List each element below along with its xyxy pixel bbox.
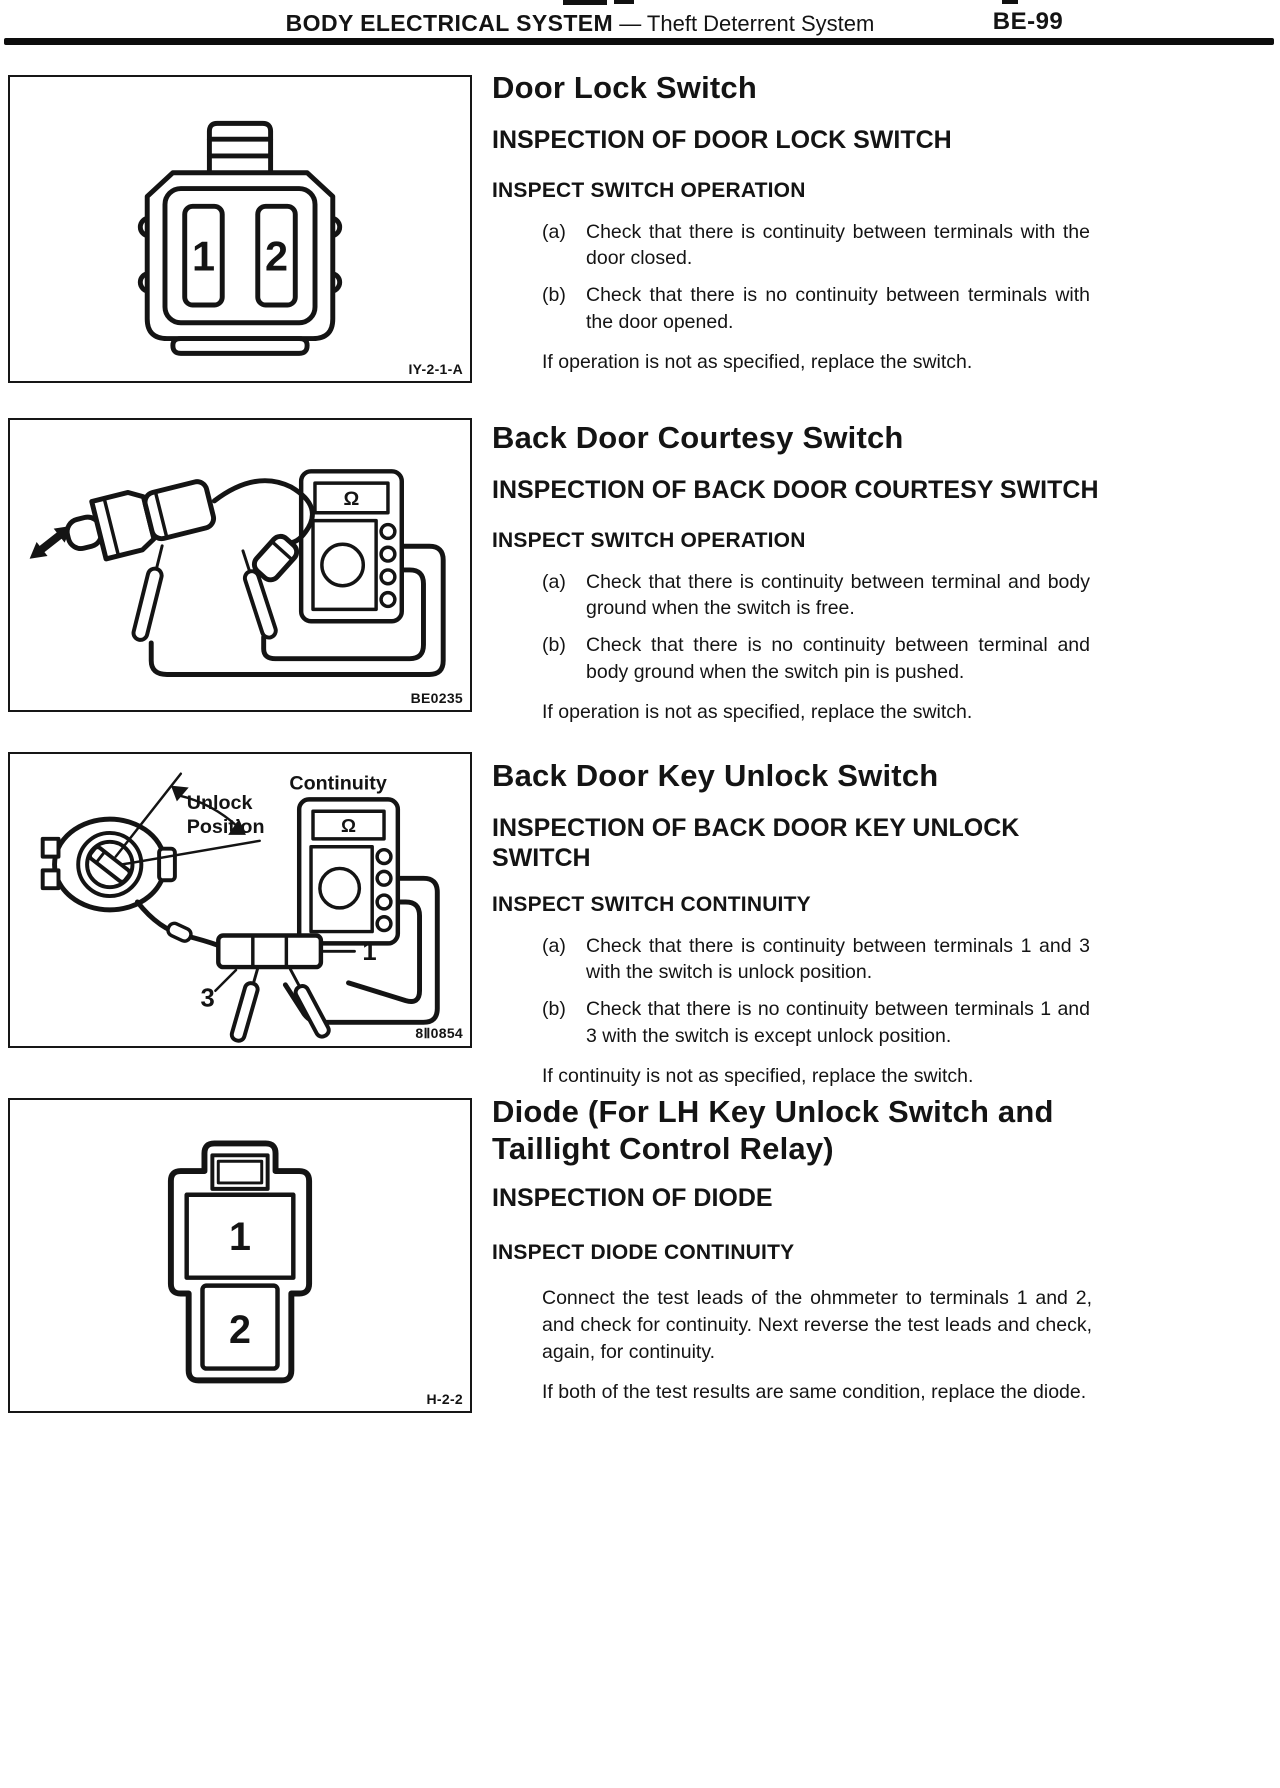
scan-artifact [563, 0, 607, 5]
section-note: If both of the test results are same condition, replace the diode. [542, 1380, 1087, 1403]
figure-door-lock-connector [8, 75, 472, 383]
figure-code: IY-2-1-A [408, 361, 463, 377]
figure-key-unlock-switch-test [8, 752, 472, 1048]
heading-line-2: Taillight Control Relay) [492, 1130, 834, 1166]
step-label: (b) [542, 998, 566, 1021]
step-text: Check that there is no continuity between terminal and body ground when the switch pin is pushed. [586, 634, 1090, 684]
terminal-1-label: 1 [191, 232, 216, 280]
door-lock-connector-drawing [10, 77, 470, 381]
scan-artifact [1002, 0, 1018, 4]
step-text: Check that there is no continuity between terminals with the door opened. [586, 284, 1090, 334]
section-door-lock-switch [492, 70, 1092, 376]
section-subheading [492, 813, 1092, 873]
step-a [492, 219, 1092, 273]
section-paragraph: Connect the test leads of the ohmmeter to terminals 1 and 2, and check for continuity. Next reverse the test leads and check, again, for continuity. [542, 1287, 1092, 1363]
figure-code: 8Ⅱ0854 [415, 1025, 463, 1041]
step-label: (b) [542, 634, 566, 657]
step-a [492, 933, 1092, 987]
cable-sleeve [166, 921, 193, 943]
section-heading: Back Door Key Unlock Switch [492, 758, 939, 793]
procedure-heading: INSPECT SWITCH OPERATION [492, 528, 806, 552]
procedure-heading: INSPECT SWITCH CONTINUITY [492, 892, 811, 916]
section-subheading: INSPECTION OF DOOR LOCK SWITCH [492, 125, 952, 154]
courtesy-switch [61, 474, 217, 567]
figure-diode-connector [8, 1098, 472, 1413]
step-b [492, 282, 1092, 336]
step-label: (a) [542, 934, 566, 957]
key-cylinder [43, 819, 175, 910]
step-text: Check that there is continuity between terminal and body ground when the switch is free. [586, 570, 1090, 620]
subheading-line-2: SWITCH [492, 843, 591, 872]
diode-connector-drawing [10, 1100, 470, 1411]
header-rule [4, 38, 1274, 45]
procedure-heading: INSPECT DIODE CONTINUITY [492, 1241, 795, 1265]
header-title-sub: — Theft Deterrent System [613, 11, 875, 36]
section-diode [492, 1094, 1092, 1406]
scan-artifact [614, 0, 634, 4]
ohm-icon: Ω [343, 487, 360, 510]
subheading-line-1: INSPECTION OF BACK DOOR KEY UNLOCK [492, 813, 1020, 842]
switch-cable [214, 481, 312, 544]
terminal-3-label: 3 [200, 984, 215, 1013]
section-back-door-courtesy-switch [492, 420, 1099, 726]
step-label: (a) [542, 570, 566, 593]
section-heading [492, 1094, 1092, 1167]
step-b [492, 632, 1092, 686]
figure-code: H-2-2 [426, 1391, 463, 1407]
section-note: If continuity is not as specified, replace the switch. [542, 1065, 974, 1088]
connector-outline [140, 123, 339, 353]
step-a [492, 569, 1092, 623]
page-number: BE-99 [992, 8, 1064, 35]
test-setup [24, 471, 443, 674]
ohm-icon: Ω [340, 814, 357, 836]
terminal-2-label: 2 [229, 1307, 251, 1352]
terminal-1-label: 1 [362, 938, 377, 967]
step-label: (a) [542, 220, 566, 243]
step-label: (b) [542, 284, 566, 307]
section-subheading: INSPECTION OF BACK DOOR COURTESY SWITCH [492, 475, 1099, 504]
section-note: If operation is not as specified, replace the switch. [542, 351, 973, 374]
step-text: Check that there is continuity between terminals with the door closed. [586, 220, 1090, 270]
terminal-2-label: 2 [264, 232, 289, 280]
figure-code: BE0235 [410, 690, 463, 706]
section-back-door-key-unlock-switch [492, 758, 1092, 1090]
figure-courtesy-switch-test [8, 418, 472, 712]
step-text: Check that there is no continuity between terminals 1 and 3 with the switch is except unlock position. [586, 998, 1090, 1048]
terminal-1-label: 1 [229, 1215, 251, 1260]
section-note: If operation is not as specified, replace the switch. [542, 701, 973, 724]
key-unlock-switch-drawing [10, 754, 470, 1046]
test-probe-left [132, 544, 169, 641]
unlock-label: Unlock [186, 792, 253, 815]
step-text: Check that there is continuity between terminals 1 and 3 with the switch is unlock position. [586, 934, 1090, 984]
heading-line-1: Diode (For LH Key Unlock Switch and [492, 1094, 1054, 1129]
test-probe-left [230, 965, 264, 1043]
header-title [90, 10, 1070, 37]
position-label: Position [186, 815, 265, 838]
section-heading: Back Door Courtesy Switch [492, 420, 904, 455]
section-subheading: INSPECTION OF DIODE [492, 1184, 773, 1213]
courtesy-switch-drawing [10, 420, 470, 710]
step-b [492, 996, 1092, 1050]
test-probe-right [284, 966, 331, 1038]
section-heading: Door Lock Switch [492, 70, 758, 105]
procedure-heading: INSPECT SWITCH OPERATION [492, 178, 806, 202]
header-title-main: BODY ELECTRICAL SYSTEM [285, 10, 614, 36]
continuity-label: Continuity [289, 772, 387, 795]
